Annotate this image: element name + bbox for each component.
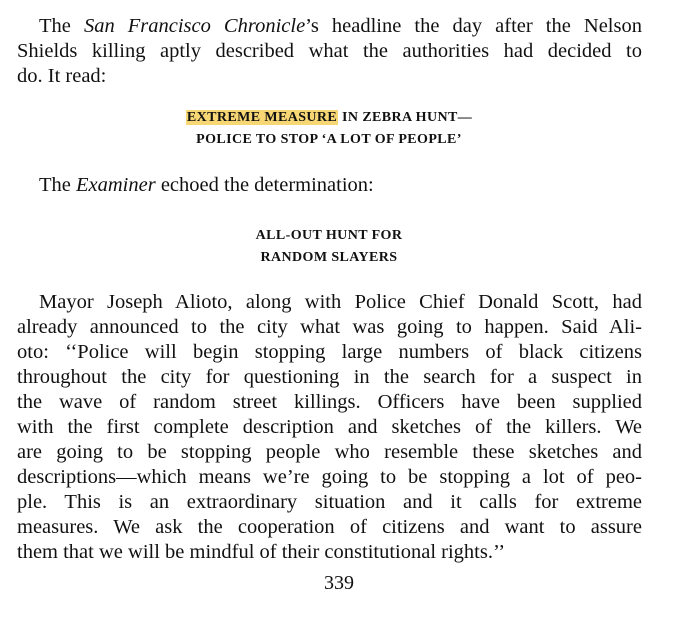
highlighted-text[interactable]: EXTREME MEASURE <box>186 110 338 125</box>
paragraph-line: measures. We ask the cooperation of citizens and want to assure <box>17 516 642 538</box>
paragraph-line: Shields killing aptly described what the authorities had decided to <box>17 40 642 62</box>
paragraph-line: throughout the city for questioning in the search for a suspect in <box>17 366 642 388</box>
paragraph-mayor-quote <box>17 290 642 565</box>
headline-line: POLICE TO STOP ‘A LOT OF PEOPLE’ <box>196 132 462 147</box>
paragraph-line <box>17 14 642 39</box>
paragraph-chronicle <box>17 14 642 89</box>
text-run: IN ZEBRA HUNT— <box>338 110 473 125</box>
paragraph-examiner <box>17 173 642 198</box>
newspaper-name-examiner: Examiner <box>76 174 156 196</box>
paragraph-line: with the first complete description and sketches of the killers. We <box>17 416 642 438</box>
paragraph-line: the wave of random street killings. Officers have been supplied <box>17 391 642 413</box>
page-number: 339 <box>324 572 354 594</box>
headline-line: RANDOM SLAYERS <box>260 250 398 265</box>
headline-chronicle <box>0 107 668 151</box>
paragraph-line: are going to be stopping people who resemble these sketches and <box>17 441 642 463</box>
paragraph-line: Mayor Joseph Alioto, along with Police Chief Donald Scott, had <box>39 291 642 313</box>
paragraph-line: descriptions—which means we’re going to be stopping a lot of peo- <box>17 466 642 488</box>
paragraph-line <box>17 173 642 198</box>
headline-line <box>0 107 668 129</box>
paragraph-line: them that we will be mindful of their constitutional rights.’’ <box>17 541 506 563</box>
paragraph-line: oto: ‘‘Police will begin stopping large numbers of black citizens <box>17 341 642 363</box>
newspaper-name-chronicle: San Francisco Chronicle <box>83 15 306 37</box>
paragraph-line: already announced to the city what was going to happen. Said Ali- <box>17 316 642 338</box>
text-run: ’s headline the day after the Nelson <box>305 15 642 37</box>
text-run: The <box>39 15 84 37</box>
paragraph-line: do. It read: <box>17 65 107 87</box>
text-run: echoed the determination: <box>155 174 374 196</box>
headline-line: ALL-OUT HUNT FOR <box>255 228 403 243</box>
text-run: The <box>39 174 76 196</box>
headline-examiner <box>0 225 668 269</box>
paragraph-line: ple. This is an extraordinary situation and it calls for extreme <box>17 491 642 513</box>
